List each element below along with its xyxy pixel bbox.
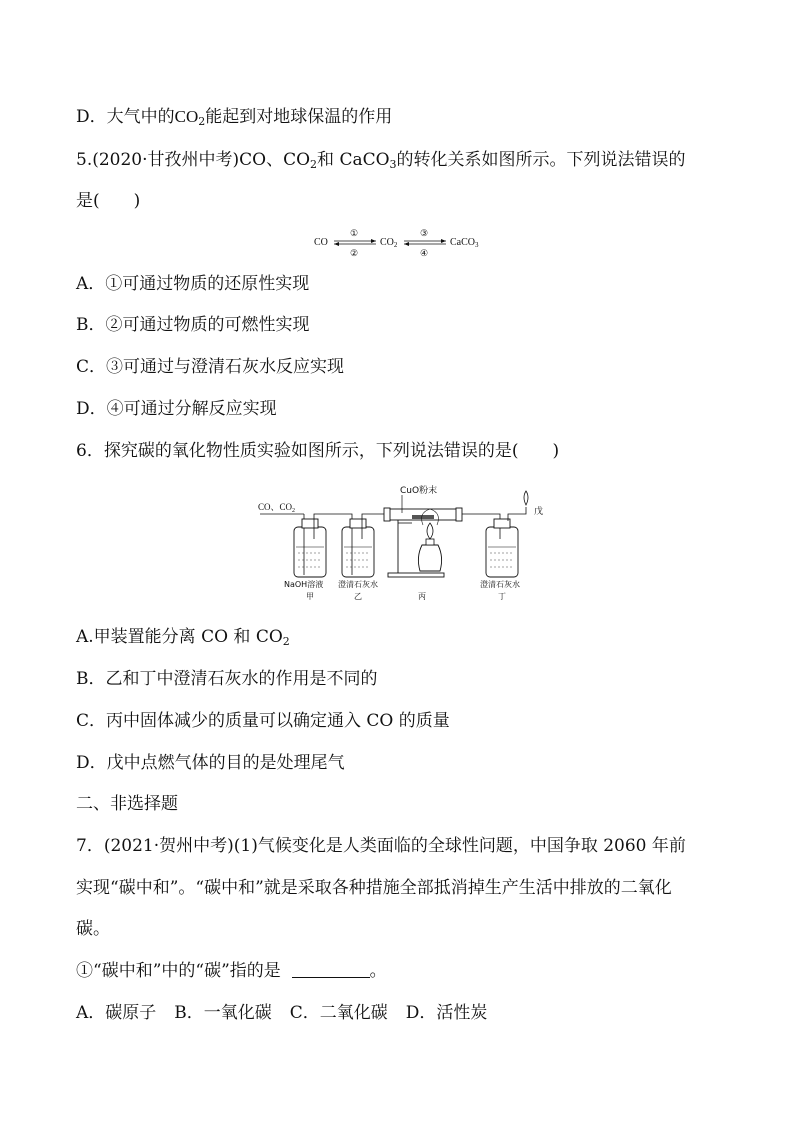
q5-option-b: B．②可通过物质的可燃性实现 <box>76 315 310 335</box>
arrow-4-head <box>404 242 409 246</box>
scheme-caco3: CaCO$_3$ <box>450 237 479 249</box>
q7-option-c: C．二氧化碳 <box>289 1003 388 1023</box>
label-bottle1: NaOH溶液 <box>284 580 324 589</box>
label-jia: 甲 <box>306 592 314 601</box>
q5-stem: 5.(2020·甘孜州中考)CO、$CO_2$和 CaCO$_3$的转化关系如图所示。下列说法错误的 <box>76 150 686 171</box>
iron-stand <box>388 520 444 577</box>
q6-option-b: B．乙和丁中澄清石灰水的作用是不同的 <box>76 669 378 689</box>
q7-options <box>76 1002 505 1024</box>
arrow-1-head <box>371 239 376 243</box>
q7-option-d: D．活性炭 <box>405 1003 488 1023</box>
tube-jia-yi <box>314 514 352 575</box>
q7-line2: 实现“碳中和”。“碳中和”就是采取各种措施全部抵消掉生产生活中排放的二氧化 <box>76 878 672 898</box>
q5-option-a: A．①可通过物质的还原性实现 <box>76 274 310 294</box>
label-bottle2: 澄清石灰水 <box>338 580 378 589</box>
experiment-apparatus <box>252 483 552 603</box>
conversion-scheme <box>312 226 492 260</box>
bottle-jia <box>294 519 326 577</box>
label-ding: 丁 <box>498 592 506 601</box>
arrow-2-head <box>334 242 339 246</box>
q7-line1: 7．(2021·贺州中考)(1)气候变化是人类面临的全球性问题，中国争取 2060 年前 <box>76 836 686 856</box>
bottle-yi <box>342 519 374 577</box>
q5-option-d: D．④可通过分解反应实现 <box>76 399 277 419</box>
q6-option-a: A.甲装置能分离 CO 和 $CO_2$ <box>76 627 290 648</box>
q7-line3: 碳。 <box>76 919 110 939</box>
label-r3: ③ <box>420 228 429 238</box>
label-r1: ① <box>350 228 359 238</box>
cuo-label: CuO粉末 <box>400 486 438 496</box>
label-wu: 戊 <box>534 507 544 517</box>
label-r2: ② <box>350 248 359 258</box>
section-heading: 二、非选择题 <box>76 794 178 814</box>
q6-option-c: C．丙中固体减少的质量可以确定通入 CO 的质量 <box>76 711 450 731</box>
gas-inlet-label: CO、$CO_2$ <box>258 502 296 514</box>
exhaust-tube <box>508 507 526 521</box>
q4-option-d: D．大气中的$CO_2$能起到对地球保温的作用 <box>76 107 393 128</box>
label-bing: 丙 <box>418 592 426 601</box>
label-yi: 乙 <box>354 592 362 601</box>
q6-stem: 6．探究碳的氧化物性质实验如图所示，下列说法错误的是( ) <box>76 441 560 461</box>
combustion-tube <box>384 508 462 521</box>
q7-sub1: ①“碳中和”中的“碳”指的是 。 <box>76 961 387 981</box>
answer-blank[interactable] <box>292 963 370 978</box>
q6-option-d: D．戊中点燃气体的目的是处理尾气 <box>76 753 345 773</box>
scheme-co2: $CO_2$ <box>380 237 398 249</box>
arrow-3-head <box>441 239 446 243</box>
q5-option-c: C．③可通过与澄清石灰水反应实现 <box>76 357 345 377</box>
q7-option-b: B．一氧化碳 <box>174 1003 272 1023</box>
label-r4: ④ <box>420 248 429 258</box>
q5-stem-line2: 是( ) <box>76 191 141 211</box>
bottle-ding <box>486 519 518 577</box>
scheme-co: CO <box>314 237 328 248</box>
label-bottle4: 澄清石灰水 <box>480 580 520 589</box>
q7-option-a: A．碳原子 <box>76 1003 157 1023</box>
tail-flame <box>524 491 528 505</box>
